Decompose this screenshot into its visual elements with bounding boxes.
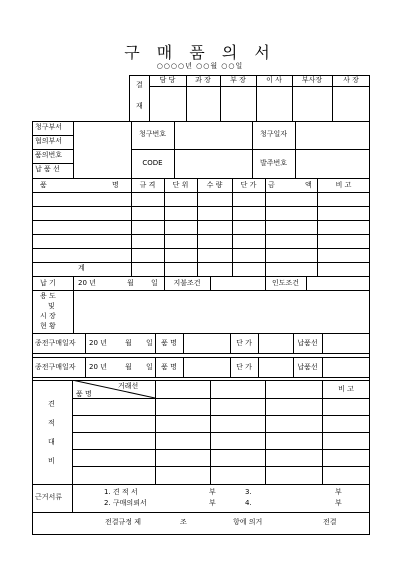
previous-purchase-supplier: 납품선	[297, 363, 318, 371]
basis-line2-unit: 부	[209, 499, 216, 507]
previous-purchase-supplier: 납품선	[297, 339, 318, 347]
items-header: 단 가	[240, 181, 257, 189]
document-title: 구 매 품 의 서	[124, 43, 276, 62]
footer-text: 전결규정 제	[105, 518, 142, 526]
previous-purchase-date-label: 종전구매일자	[35, 339, 76, 347]
order-number-label: 발주번호	[259, 159, 288, 167]
items-header: 액	[305, 181, 312, 189]
items-header: 품	[40, 181, 47, 189]
estimate-side-label: 적	[48, 419, 55, 427]
approval-label: 결	[136, 81, 143, 89]
code-label: CODE	[142, 159, 163, 167]
basis-line1-unit2: 부	[335, 488, 342, 496]
estimate-item-label: 품 명	[76, 390, 92, 398]
previous-purchase-year: 20 년	[89, 363, 107, 371]
role-cell: 사 장	[343, 76, 359, 84]
items-header: 수 량	[206, 181, 223, 189]
previous-purchase-date-label: 종전구매일자	[35, 363, 76, 371]
consult-department-label: 협의부서	[35, 137, 63, 145]
footer-text: 전결	[323, 518, 337, 526]
estimate-side-label: 비	[48, 457, 55, 465]
usage-label: 현 황	[40, 322, 56, 330]
previous-purchase-price: 단 가	[236, 339, 252, 347]
estimate-vendor-label: 거래선	[118, 382, 139, 390]
role-cell: 담 당	[159, 76, 176, 84]
basis-line1-name: 1. 견 적 서	[104, 488, 138, 496]
approval-number-label: 품의번호	[35, 151, 63, 159]
items-header: 비 고	[335, 181, 352, 189]
delivery-month: 월	[127, 279, 134, 287]
delivery-day: 일	[151, 279, 158, 287]
items-header: 명	[112, 181, 119, 189]
supplier-label: 납 품 선	[35, 165, 60, 173]
basis-line1-unit: 부	[209, 488, 216, 496]
document-date: ○○○○년 ○○월 ○○일	[156, 62, 244, 70]
payment-terms-label: 지불조건	[173, 279, 201, 287]
previous-purchase-month: 월	[125, 363, 132, 371]
previous-purchase-price: 단 가	[236, 363, 252, 371]
request-date-label: 청구일자	[259, 130, 288, 138]
items-header: 규 격	[139, 181, 156, 189]
previous-purchase-day: 일	[146, 363, 153, 371]
approval-label: 재	[136, 102, 143, 110]
basis-line1-no: 3.	[245, 488, 252, 496]
footer-text: 항에 의거	[233, 518, 263, 526]
previous-purchase-item: 품 명	[161, 339, 177, 347]
basis-documents-label: 근거서류	[35, 493, 63, 501]
previous-purchase-item: 품 명	[161, 363, 177, 371]
estimate-remarks-label: 비 고	[338, 385, 354, 393]
usage-label: 시 장	[40, 312, 56, 320]
request-department-label: 청구부서	[35, 123, 63, 131]
previous-purchase-month: 월	[125, 339, 132, 347]
role-cell: 부 장	[230, 76, 246, 84]
role-cell: 부사장	[301, 76, 323, 84]
role-cell: 과 장	[195, 76, 211, 84]
previous-purchase-year: 20 년	[89, 339, 107, 347]
handover-terms-label: 인도조건	[271, 279, 300, 287]
usage-label: 및	[48, 302, 55, 310]
estimate-side-label: 대	[48, 438, 55, 446]
basis-line2-unit2: 부	[335, 499, 342, 507]
request-number-label: 청구번호	[138, 130, 167, 138]
delivery-year: 20 년	[78, 279, 96, 287]
items-total-label: 계	[78, 264, 85, 272]
items-header: 금	[268, 181, 275, 189]
footer-text: 조	[180, 518, 187, 526]
role-cell: 이 사	[266, 76, 282, 84]
basis-line2-no: 4.	[245, 499, 252, 507]
previous-purchase-day: 일	[146, 339, 153, 347]
items-header: 단 위	[172, 181, 189, 189]
basis-line2-name: 2. 구매의뢰서	[104, 499, 147, 507]
estimate-side-label: 견	[48, 400, 55, 408]
delivery-label: 납 기	[40, 279, 56, 287]
usage-label: 용 도	[40, 292, 56, 300]
